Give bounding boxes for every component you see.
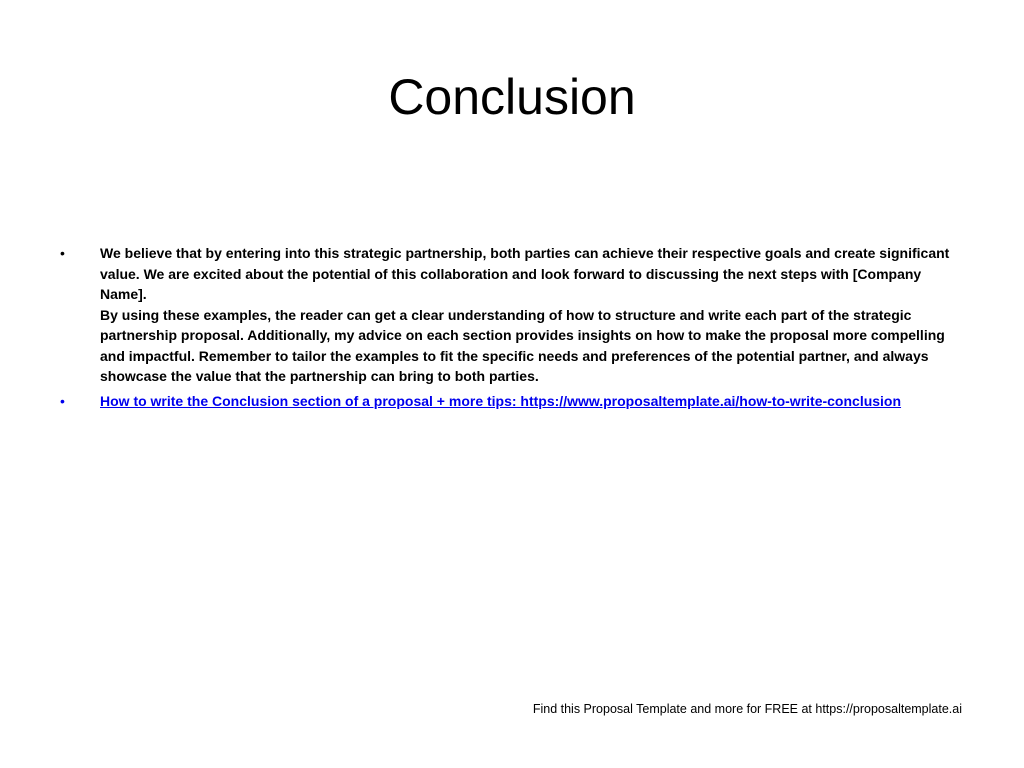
bullet-marker: • (60, 392, 65, 409)
bullet-marker: • (60, 245, 65, 261)
slide-title: Conclusion (388, 69, 636, 125)
bullet-list (56, 243, 966, 415)
conclusion-paragraph-1: We believe that by entering into this strategic partnership, both parties can achieve their respective goals and create significant value. We are excited about the potential of this collaboration and look forward to discussing the next steps with [Company Name]. (100, 245, 950, 302)
how-to-write-conclusion-link[interactable]: How to write the Conclusion section of a proposal + more tips: https://www.proposaltemplate.ai/how-to-write-conclusion (100, 392, 902, 409)
footer-text: Find this Proposal Template and more for FREE at https://proposaltemplate.ai (532, 702, 962, 716)
bullet-item-link (56, 391, 966, 412)
bullet-item-conclusion-text (56, 243, 966, 387)
conclusion-paragraph-2: By using these examples, the reader can get a clear understanding of how to structure and write each part of the strategic partnership proposal. Additionally, my advice on each section provides insights on how to make the proposal more compelling and impactful. Remember to tailor the examples to fit the specific needs and preferences of the potential partner, and always showcase the value that the partnership can bring to both parties. (100, 306, 945, 384)
